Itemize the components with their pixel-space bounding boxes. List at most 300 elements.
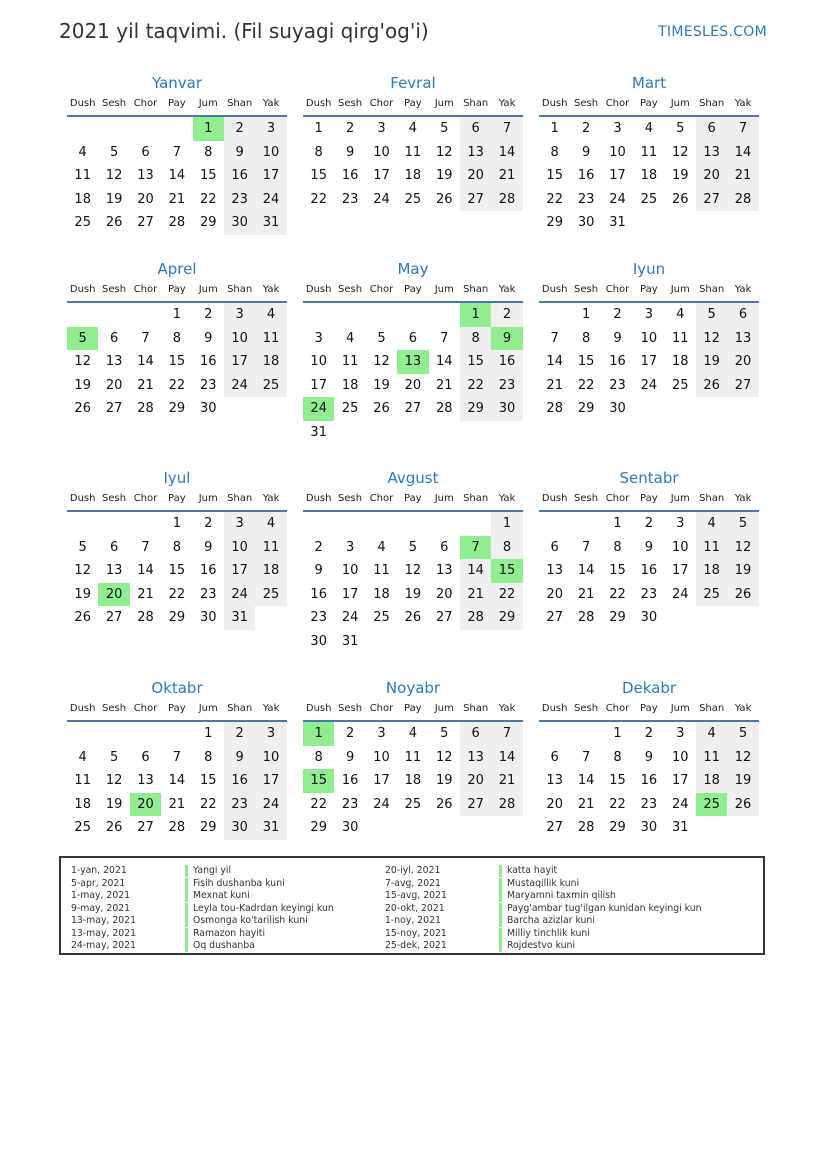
weekday-name: Shan [227,703,253,714]
day-cell: 28 [577,610,595,626]
day-cell: 24 [341,610,359,626]
weekday-header [67,488,287,512]
weekday-name: Chor [369,703,394,714]
day-cell: 13 [696,141,727,165]
day-cell: 10 [310,354,327,370]
day-cell: 1 [172,516,181,531]
day-cell: 4 [345,330,355,346]
legend-date: 15-avg, 2021 [385,890,447,901]
day-cell: 13 [460,746,491,770]
day-cell: 27 [460,793,491,817]
day-cell: 22 [609,586,626,602]
day-cell: 6 [550,539,559,555]
day-cell: 9 [644,749,653,765]
day-cell: 13 [546,563,563,579]
day-cell: 27 [546,820,563,836]
day-cell: 9 [345,144,355,160]
weekday-name: Sesh [102,284,127,295]
day-cell: 16 [310,586,327,602]
day-cell: 22 [491,583,522,607]
holiday-marker [185,878,188,890]
day-cell: 24 [671,586,689,602]
day-cell: 12 [435,749,453,765]
day-cell: 24 [373,191,390,207]
day-cell: 8 [460,327,491,351]
holiday-marker [185,915,188,927]
day-cell: 1 [581,307,591,322]
day-cell: 24 [609,191,626,207]
day-cell: 18 [696,769,727,793]
day-cell: 5 [440,726,449,741]
weekday-name: Shan [227,284,253,295]
day-cell: 31 [671,820,689,836]
month-name: Avgust [387,469,439,487]
day-cell: 2 [613,307,622,322]
day-cell: 22 [168,377,186,393]
weekday-name: Jum [434,284,454,295]
month-name: Iyul [163,469,191,487]
day-cell: 23 [491,374,522,398]
holiday-marker [185,940,188,952]
day-cell: 8 [613,539,622,555]
day-cell: 17 [671,563,689,579]
day-cell: 16 [341,168,359,184]
weekday-name: Yak [498,284,516,295]
day-cell: 5 [727,722,758,746]
day-cell: 20 [435,586,453,602]
day-cell: 5 [109,749,119,765]
day-cell: 26 [74,610,91,626]
weekday-name: Jum [670,98,690,109]
page-title: 2021 yil taqvimi. (Fil suyagi qirg'og'i) [59,19,429,43]
weekday-name: Shan [699,98,725,109]
empty-cell [460,512,491,536]
day-cell: 7 [581,749,591,765]
legend-holiday-name: Mustaqillik kuni [507,877,580,889]
weekday-name: Jum [434,98,454,109]
day-cell: 21 [435,377,453,393]
day-cell: 28 [577,820,595,836]
day-cell: 6 [460,117,491,141]
day-cell: 4 [696,512,727,536]
day-cell: 9 [204,330,213,346]
day-grid [539,303,759,421]
month-10 [303,678,523,840]
day-cell: 19 [435,773,453,789]
day-cell: 30 [224,211,255,235]
day-cell: 17 [373,773,390,789]
weekday-name: Sesh [338,703,363,714]
day-cell: 13 [727,327,758,351]
day-cell: 25 [404,191,422,207]
day-cell: 26 [727,793,758,817]
day-cell: 5 [440,121,449,136]
day-cell: 18 [671,354,689,370]
month-name: Oktabr [151,679,203,697]
day-cell: 2 [491,303,522,327]
day-cell: 18 [696,559,727,583]
month-0 [67,73,287,235]
day-cell: 6 [550,749,559,765]
month-5 [539,259,759,421]
day-cell: 30 [640,610,658,626]
weekday-name: Pay [404,284,422,295]
weekday-header [67,698,287,722]
empty-cell [130,512,161,536]
legend-date: 7-avg, 2021 [385,877,441,889]
weekday-name: Jum [670,493,690,504]
legend-holiday-name: Ramazon hayiti [193,927,266,939]
day-cell: 21 [168,796,186,812]
day-cell: 18 [404,168,422,184]
day-cell: 11 [373,563,390,579]
day-cell: 13 [460,141,491,165]
day-cell: 21 [491,769,522,793]
day-cell: 12 [435,144,453,160]
weekday-name: Sesh [338,284,363,295]
legend-date: 1-may, 2021 [71,890,131,901]
day-grid [303,303,523,445]
day-cell: 26 [671,191,689,207]
day-grid [303,512,523,654]
day-cell: 14 [546,354,563,370]
day-cell: 21 [168,191,186,207]
day-cell: 3 [644,307,653,322]
day-cell: 2 [345,121,355,136]
holiday-marker [499,928,502,940]
day-cell: 21 [727,164,758,188]
weekday-name: Pay [404,98,422,109]
day-cell: 10 [255,746,286,770]
day-cell: 19 [727,559,758,583]
holiday-marker [185,890,188,902]
day-cell: 10 [341,563,359,579]
day-cell: 23 [224,188,255,212]
legend-date: 15-noy, 2021 [385,927,447,939]
day-cell: 6 [440,539,449,555]
month-7 [303,468,523,654]
weekday-name: Dush [305,703,332,714]
month-name: Iyun [632,260,666,278]
day-cell: 21 [137,586,154,602]
weekday-name: Sesh [574,284,599,295]
day-cell: 30 [577,215,595,231]
weekday-name: Dush [69,703,96,714]
day-cell: 11 [255,327,286,351]
day-cell: 23 [640,796,658,812]
day-cell: 16 [199,354,217,370]
weekday-name: Sesh [574,703,599,714]
day-cell: 5 [727,512,758,536]
weekday-header [539,93,759,117]
holiday-day-cell: 20 [98,583,129,607]
day-cell: 16 [491,350,522,374]
day-cell: 8 [613,749,622,765]
day-cell: 19 [727,769,758,793]
day-grid [303,117,523,211]
weekday-name: Yak [262,703,280,714]
day-cell: 21 [546,377,563,393]
weekday-name: Dush [305,98,332,109]
day-cell: 31 [609,215,626,231]
day-cell: 10 [224,536,255,560]
day-grid [303,722,523,840]
day-cell: 24 [671,796,689,812]
holiday-day-cell: 13 [397,350,428,374]
holiday-marker [499,878,502,890]
weekday-header [303,698,523,722]
day-cell: 25 [404,796,422,812]
holiday-day-cell: 24 [303,397,334,421]
legend-holiday-name: Milliy tinchlik kuni [507,927,590,939]
day-cell: 29 [609,610,626,626]
day-cell: 7 [172,749,181,765]
day-cell: 23 [609,377,626,393]
weekday-name: Pay [404,493,422,504]
empty-cell [397,303,428,327]
legend-holiday-name: Payg'ambar tug'ilgan kunidan keyingi kun [507,902,702,914]
day-cell: 9 [224,141,255,165]
weekday-name: Yak [734,703,752,714]
empty-cell [539,512,570,536]
day-cell: 7 [581,539,591,555]
day-cell: 17 [671,773,689,789]
day-cell: 5 [377,330,386,346]
day-cell: 15 [168,354,186,370]
day-cell: 18 [74,796,91,812]
weekday-name: Yak [498,493,516,504]
day-cell: 20 [546,796,563,812]
day-cell: 25 [255,583,286,607]
day-cell: 23 [640,586,658,602]
day-cell: 18 [255,559,286,583]
day-cell: 28 [727,188,758,212]
weekday-name: Sesh [102,703,127,714]
day-cell: 22 [609,796,626,812]
holiday-marker [499,915,502,927]
day-cell: 2 [314,539,323,555]
weekday-name: Jum [198,98,218,109]
legend-holiday-name: Mexnat kuni [193,890,250,901]
day-cell: 9 [314,563,323,579]
weekday-name: Yak [262,284,280,295]
month-11 [539,678,759,840]
day-cell: 28 [137,401,154,417]
holiday-day-cell: 1 [460,303,491,327]
empty-cell [303,303,334,327]
day-cell: 9 [204,539,213,555]
weekday-name: Pay [168,284,186,295]
day-cell: 7 [550,330,559,346]
day-cell: 1 [172,307,181,322]
day-cell: 26 [404,610,422,626]
day-cell: 20 [546,586,563,602]
day-cell: 22 [310,191,327,207]
weekday-name: Shan [463,284,489,295]
day-cell: 16 [224,164,255,188]
weekday-name: Pay [640,493,658,504]
day-cell: 13 [546,773,563,789]
day-cell: 11 [341,354,359,370]
day-cell: 6 [696,117,727,141]
weekday-name: Pay [168,98,186,109]
day-cell: 23 [224,793,255,817]
legend-holiday-name: Fisih dushanba kuni [193,877,285,889]
weekday-name: Yak [262,98,280,109]
day-cell: 27 [105,610,123,626]
day-cell: 8 [172,539,181,555]
day-cell: 20 [105,377,123,393]
weekday-name: Jum [670,284,690,295]
day-cell: 30 [491,397,522,421]
empty-cell [539,722,570,746]
day-cell: 11 [640,144,658,160]
day-cell: 13 [435,563,453,579]
day-cell: 11 [404,749,422,765]
weekday-name: Chor [369,98,394,109]
day-cell: 14 [435,354,453,370]
day-cell: 17 [640,354,658,370]
day-cell: 23 [341,191,359,207]
day-cell: 21 [491,164,522,188]
weekday-name: Shan [463,98,489,109]
day-cell: 22 [460,374,491,398]
day-cell: 2 [345,726,355,741]
day-cell: 31 [255,816,286,840]
day-cell: 29 [577,401,595,417]
legend-date: 1-yan, 2021 [71,865,127,876]
weekday-name: Chor [605,493,630,504]
empty-cell [334,512,365,536]
day-cell: 5 [408,539,417,555]
weekday-name: Chor [605,284,630,295]
weekday-name: Chor [369,493,394,504]
day-cell: 19 [105,796,123,812]
weekday-name: Pay [640,98,658,109]
day-cell: 15 [199,168,217,184]
day-cell: 2 [644,726,653,741]
month-name: May [397,260,429,278]
day-cell: 20 [460,164,491,188]
weekday-name: Dush [541,493,568,504]
day-cell: 15 [609,563,626,579]
legend-date: 13-may, 2021 [71,927,137,939]
holiday-marker [185,928,188,940]
day-cell: 5 [109,144,119,160]
day-grid [67,512,287,630]
day-cell: 16 [640,563,658,579]
weekday-name: Jum [198,493,218,504]
day-cell: 29 [460,397,491,421]
month-9 [67,678,287,840]
brand-link[interactable]: TIMESLES.COM [658,24,767,40]
weekday-name: Shan [227,98,253,109]
day-cell: 1 [314,121,323,136]
day-cell: 25 [255,374,286,398]
day-cell: 23 [577,191,595,207]
day-cell: 8 [204,749,213,765]
day-cell: 16 [199,563,217,579]
holiday-day-cell: 15 [491,559,522,583]
day-cell: 2 [644,516,653,531]
weekday-name: Pay [640,284,658,295]
day-cell: 9 [345,749,355,765]
day-cell: 25 [696,583,727,607]
day-cell: 27 [137,820,154,836]
legend-date: 13-may, 2021 [71,915,137,926]
day-cell: 15 [199,773,217,789]
day-cell: 14 [137,563,154,579]
day-cell: 13 [137,168,154,184]
day-cell: 8 [550,144,559,160]
day-cell: 4 [408,726,417,741]
day-cell: 16 [341,773,359,789]
weekday-name: Sesh [338,493,363,504]
month-name: Mart [631,74,667,92]
legend-holiday-name: Osmonga ko'tarilish kuni [193,915,308,926]
empty-cell [570,722,601,746]
month-6 [67,468,287,630]
day-cell: 6 [460,722,491,746]
day-cell: 15 [546,168,563,184]
day-cell: 26 [727,583,758,607]
holiday-marker [499,903,502,915]
day-cell: 14 [577,773,595,789]
weekday-header [539,279,759,303]
day-cell: 11 [74,168,91,184]
empty-cell [130,303,161,327]
month-3 [67,259,287,421]
empty-cell [161,722,192,746]
day-cell: 8 [581,330,591,346]
weekday-name: Chor [133,703,158,714]
day-cell: 29 [310,820,327,836]
day-cell: 28 [137,610,154,626]
day-cell: 13 [105,563,123,579]
legend-holiday-name: Oq dushanba [193,940,255,951]
weekday-name: Dush [305,284,332,295]
weekday-header [539,488,759,512]
day-cell: 22 [199,796,217,812]
day-cell: 12 [727,536,758,560]
holiday-day-cell: 7 [460,536,491,560]
day-cell: 18 [74,191,91,207]
day-cell: 10 [671,539,689,555]
holiday-marker [499,940,502,952]
weekday-name: Jum [670,703,690,714]
day-cell: 3 [676,516,685,531]
day-cell: 12 [105,773,123,789]
day-cell: 23 [310,610,327,626]
day-cell: 12 [74,354,91,370]
legend-holiday-name: Yangi yil [193,865,232,876]
holiday-day-cell: 20 [130,793,161,817]
legend-date: 20-okt, 2021 [385,902,445,914]
day-cell: 4 [78,749,87,765]
weekday-name: Chor [369,284,394,295]
empty-cell [67,722,98,746]
day-cell: 22 [168,586,186,602]
empty-cell [67,512,98,536]
day-cell: 27 [460,188,491,212]
day-cell: 31 [341,633,359,649]
weekday-name: Yak [262,493,280,504]
day-cell: 22 [577,377,595,393]
month-2 [539,73,759,235]
day-cell: 10 [373,749,390,765]
day-cell: 10 [640,330,658,346]
day-cell: 19 [435,168,453,184]
